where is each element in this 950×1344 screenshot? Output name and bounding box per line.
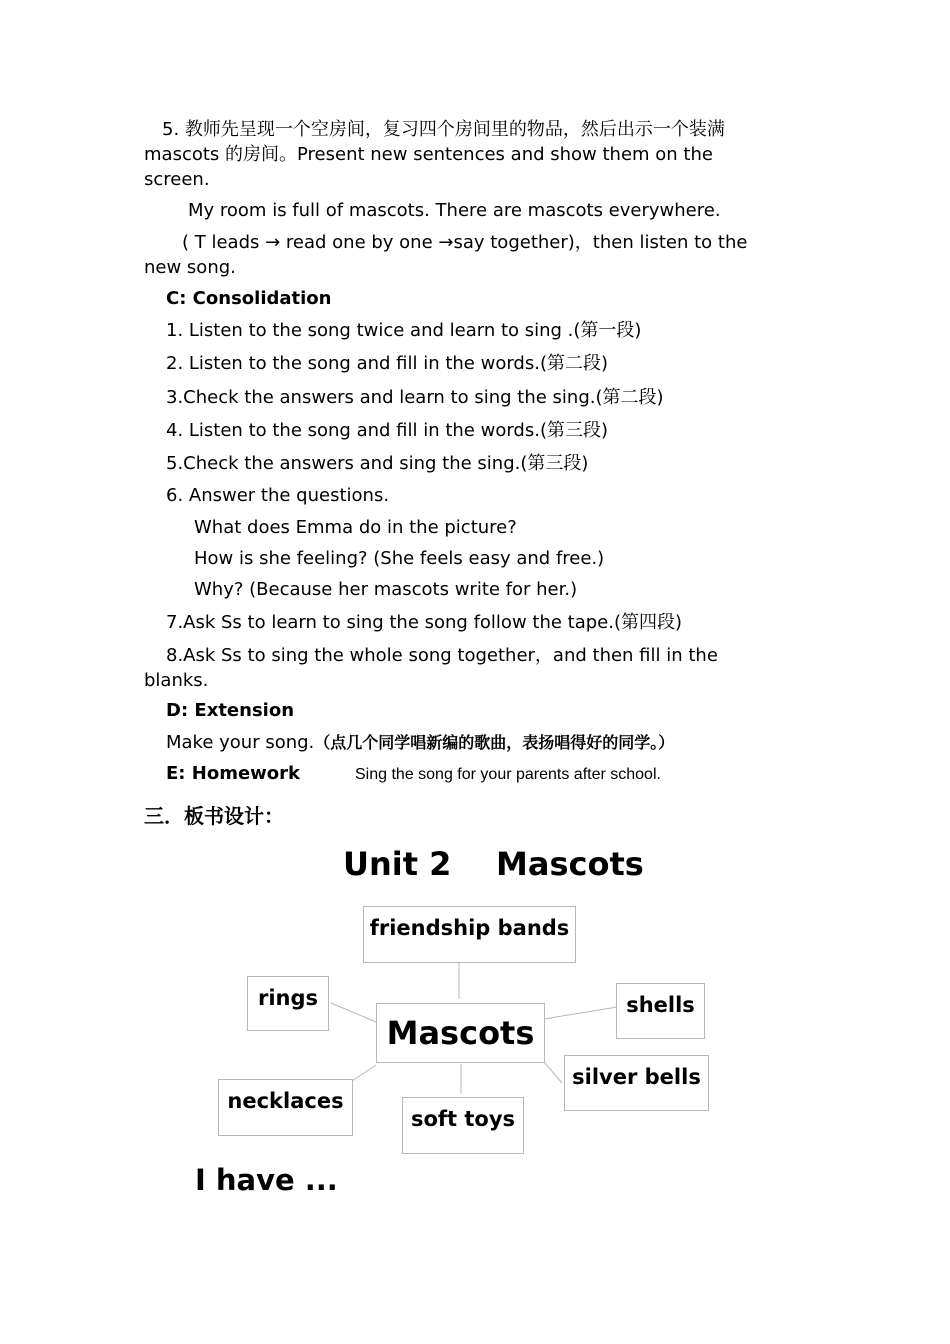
consolidation-heading: C: Consolidation (166, 288, 332, 309)
consolidation-item: 1. Listen to the song twice and learn to sing .(第一段) (166, 320, 642, 341)
step5-line1: 5. 教师先呈现一个空房间，复习四个房间里的物品，然后出示一个装满 (162, 119, 725, 140)
question: Why? (Because her mascots write for her.) (194, 579, 578, 600)
extension-text-en: Make your song. (166, 732, 315, 753)
consolidation-item: 5.Check the answers and sing the sing.(第三段) (166, 453, 589, 474)
node-soft-toys: soft toys (402, 1097, 524, 1154)
connector-bottom-left (352, 1065, 376, 1081)
consolidation-item-7: 7.Ask Ss to learn to sing the song follow the tape.(第四段) (166, 612, 683, 633)
extension-heading: D: Extension (166, 700, 295, 721)
node-necklaces: necklaces (218, 1079, 353, 1136)
node-rings: rings (247, 976, 329, 1031)
homework-heading: E: Homework (166, 763, 300, 784)
node-friendship-bands: friendship bands (363, 906, 576, 963)
connector-right-bottom (544, 1062, 562, 1083)
homework-text: Sing the song for your parents after school. (355, 766, 661, 783)
connector-left (331, 1003, 376, 1022)
consolidation-item: 4. Listen to the song and fill in the words.(第三段) (166, 420, 608, 441)
board-title: Unit 2 Mascots (343, 845, 644, 883)
consolidation-item-8-line2: blanks. (144, 670, 209, 691)
consolidation-item: 3.Check the answers and learn to sing the sing.(第二段) (166, 387, 664, 408)
node-silver-bells: silver bells (564, 1055, 709, 1111)
step5-note-line1: ( T leads → read one by one →say together)，then listen to the (182, 232, 748, 253)
consolidation-item: 2. Listen to the song and fill in the words.(第二段) (166, 353, 608, 374)
question: How is she feeling? (She feels easy and free.) (194, 548, 605, 569)
board-footer: I have ... (195, 1163, 338, 1197)
board-heading: 三．板书设计： (144, 804, 284, 828)
step5-line3: screen. (144, 169, 210, 190)
consolidation-item-8-line1: 8.Ask Ss to sing the whole song together，and then fill in the (166, 645, 718, 666)
node-shells: shells (616, 983, 705, 1039)
extension-note: （点几个同学唱新编的歌曲，表扬唱得好的同学。） (314, 733, 675, 752)
node-center-mascots: Mascots (376, 1003, 545, 1063)
consolidation-item: 6. Answer the questions. (166, 485, 390, 506)
question: What does Emma do in the picture? (194, 517, 517, 538)
step5-note-line2: new song. (144, 257, 236, 278)
step5-line2: mascots 的房间。Present new sentences and show them on the (144, 144, 713, 165)
step5-sentence: My room is full of mascots. There are mascots everywhere. (188, 200, 721, 221)
connector-right-top (544, 1007, 617, 1019)
